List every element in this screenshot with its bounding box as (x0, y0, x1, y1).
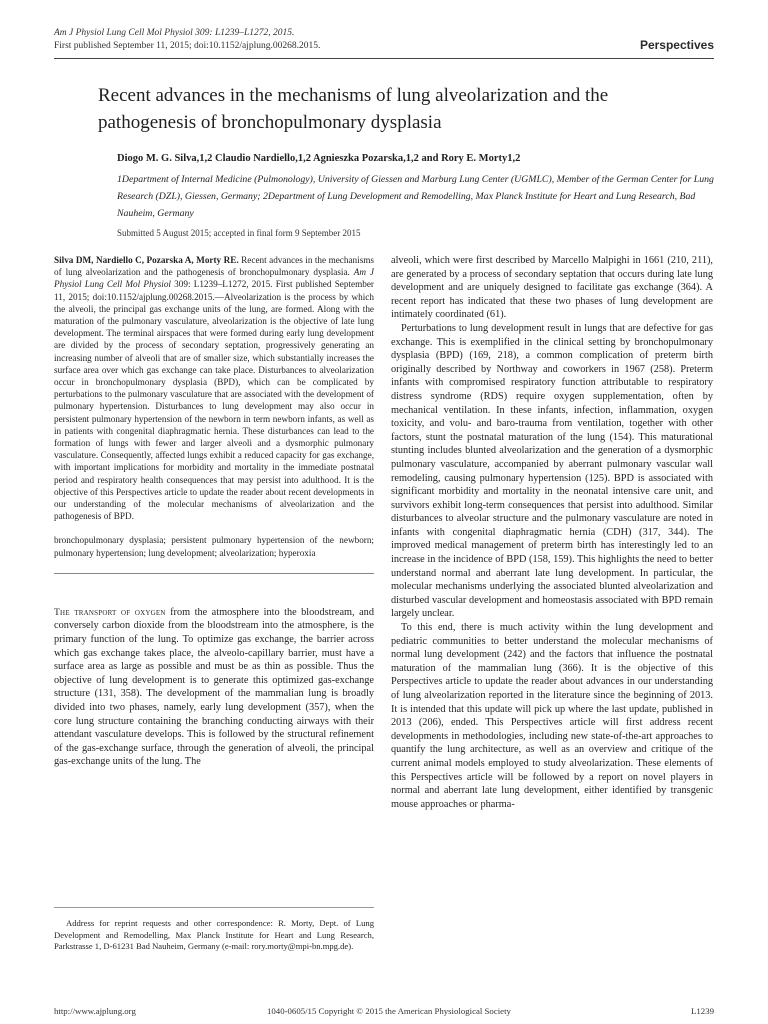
page-number: L1239 (691, 1006, 714, 1016)
article-title: Recent advances in the mechanisms of lung alveolarization and the pathogenesis of bronchopulmonary dysplasia (98, 85, 609, 133)
publication-info: First published September 11, 2015; doi:10.1152/ajplung.00268.2015. (54, 41, 321, 51)
left-column (54, 254, 374, 769)
body-paragraph-3: To this end, there is much activity within the lung development and pediatric communities to better understand the molecular mechanisms of normal lung development (242) and the factors that influence the postnatal maturation of the mammalian lung (366). It is the objective of this Perspectives article to update the reader about advances in our understanding of lung alveolarization reported in the literature since the beginning of 2013. It is intended that this update will pick up where the last update, published in 2013 (206), ended. This Perspectives article will first address recent developments in methodologies, including new state-of-the-art approaches to quantify the lung architecture, as well as an overview and critique of the current animal models employed to study alveolarization. These elements of this Perspectives article will be followed by a report on novel players in normal and aberrant late lung development, either identified by transgenic mouse approaches or pharma- (391, 622, 713, 810)
intro-paragraph (54, 606, 374, 769)
journal-url-link[interactable]: http://www.ajplung.org (54, 1006, 136, 1016)
submission-dates: Submitted 5 August 2015; accepted in final form 9 September 2015 (117, 228, 361, 238)
body-paragraph-2: Perturbations to lung development result in lungs that are defective for gas exchange. This is exemplified in the clinical setting by bronchopulmonary dysplasia (BPD) (169, 218), a common complication of preterm birth originally described by Northway and coworkers in 1967 (258). Preterm infants with compromised respiratory function attributable to respiratory distress syndrome (RDS) require oxygen supplementation, often by mechanical ventilation. In these infants, infection, inflammation, oxygen toxicity, and volu- and baro-trauma from ventilation, together with other factors, stunt the postnatal maturation of the lung (154). This maturational stunting includes blunted alveolarization and the generation of a dysmorphic pulmonary vasculature, accompanied by aberrant pulmonary vascular wall remodeling, causing pulmonary hypertension (125). BPD is associated with significant morbidity and mortality in the neonatal intensive care unit, and survivors exhibit long-term consequences that persist into adulthood. Similar disturbances to alveolar structure and the pulmonary vasculature are noted in infants with congenital diaphragmatic hernia (CDH) (317, 344). The improved medical management of preterm birth has interestingly led to an increase in the incidence of BPD (158, 159). This highlights the need to better understand normal and aberrant late lung development. In particular, the molecular mechanisms underlying the associated blunted alveolarization and disturbed vascular development and homeostasis associated with BPD remain largely unclear. (391, 322, 713, 620)
abstract-cite-authors: Silva DM, Nardiello C, Pozarska A, Morty RE. (54, 255, 239, 265)
journal-citation: Am J Physiol Lung Cell Mol Physiol 309: L1239–L1272, 2015. (54, 28, 295, 38)
copyright-line: 1040-0605/15 Copyright © 2015 the American Physiological Society (267, 1006, 511, 1016)
affiliations: 1Department of Internal Medicine (Pulmonology), University of Giessen and Marburg Lung Center (UGMLC), Member of the German Center for Lung Research (DZL), Giessen, Germany; 2Department of Lung Development and Remodelling, Max Planck Institute for Heart and Lung Research, Bad Nauheim, Germany (117, 174, 714, 219)
correspondence-footnote: Address for reprint requests and other correspondence: R. Morty, Dept. of Lung Development and Remodelling, Max Planck Institute for Heart and Lung Research, Parkstrasse 1, D-61231 Bad Nauheim, Germany (e-mail: rory.morty@mpi-bn.mpg.de). (54, 907, 374, 953)
intro-lead-in: The transport of oxygen (54, 606, 166, 618)
abstract-divider (54, 573, 374, 574)
author-list (117, 153, 520, 164)
abstract (54, 254, 374, 522)
abstract-cite-rest: 309: L1239–L1272, 2015. First published September 11, 2015; doi:10.1152/ajplung.00268.2015.— (54, 279, 374, 302)
authors-text: Diogo M. G. Silva,1,2 Claudio Nardiello,1,2 Agnieszka Pozarska,1,2 and Rory E. Morty1,2 (117, 153, 521, 164)
abstract-cite-title: Recent advances in the mechanisms of lung alveolarization and the pathogenesis of bronchopulmonary dysplasia. (54, 255, 374, 278)
keywords: bronchopulmonary dysplasia; persistent pulmonary hypertension of the newborn; pulmonary hypertension; lung development; alveolarization; hyperoxia (54, 535, 374, 558)
abstract-cite-journal: Am J Physiol Lung Cell Mol Physiol (54, 267, 374, 290)
header-divider (54, 58, 714, 59)
abstract-text: Alveolarization is the process by which the alveoli, the principal gas exchange units of the lung, are formed. Along with the maturation of the pulmonary vasculature, alveolarization is the objective of late lung development. The terminal airspaces that were formed during early lung development are divided by the process of secondary septation, progressively generating an increasing number of alveoli that are of smaller size, which substantially increases the surface area over which gas exchange can take place. Disturbances to alveolarization occur in bronchopulmonary dysplasia (BPD), which can be complicated by perturbations to the pulmonary vasculature that are associated with the development of pulmonary hypertension. Disturbances to lung development may also occur in persistent pulmonary hypertension of the newborn in term newborn infants, as well as in patients with congenital diaphragmatic hernia. These disturbances can lead to the formation of lungs with fewer and larger alveoli and a dysmorphic pulmonary vasculature. Consequently, affected lungs exhibit a reduced capacity for gas exchange, with important implications for morbidity and mortality in the immediate postnatal period and respiratory health consequences that may persist into adulthood. It is the objective of this Perspectives article to update the reader about recent developments in our understanding of the molecular mechanisms of alveolarization and the pathogenesis of BPD. (54, 291, 374, 522)
right-column (391, 254, 713, 811)
intro-text: from the atmosphere into the bloodstream, and conversely carbon dioxide from the bloodstream into the atmosphere, is the primary function of the lung. To optimize gas exchange, the barrier across which gas exchange takes place, the alveolo-capillary barrier, must have a surface area as large as possible and must be as thin as possible. Thus the objective of lung development is to generate this optimized gas-exchange structure (131, 358). The development of the mammalian lung is broadly divided into two phases, namely, early lung development (357), when the core lung structure containing the branching conducting airways with their attendant vasculature develops. This is followed by the structural refinement of the gas-exchange surface, through the generation of alveoli, the principal gas-exchange units of the lung. The (54, 606, 374, 768)
section-label: Perspectives (639, 38, 714, 52)
body-paragraph-1: alveoli, which were first described by Marcello Malpighi in 1661 (210, 211), are generated by a process of secondary septation that occurs during late lung development and are uniquely designed to facilitate gas exchange (364). A recent report has indicated that these two phases of lung development are intimately coordinated (61). (391, 255, 713, 321)
